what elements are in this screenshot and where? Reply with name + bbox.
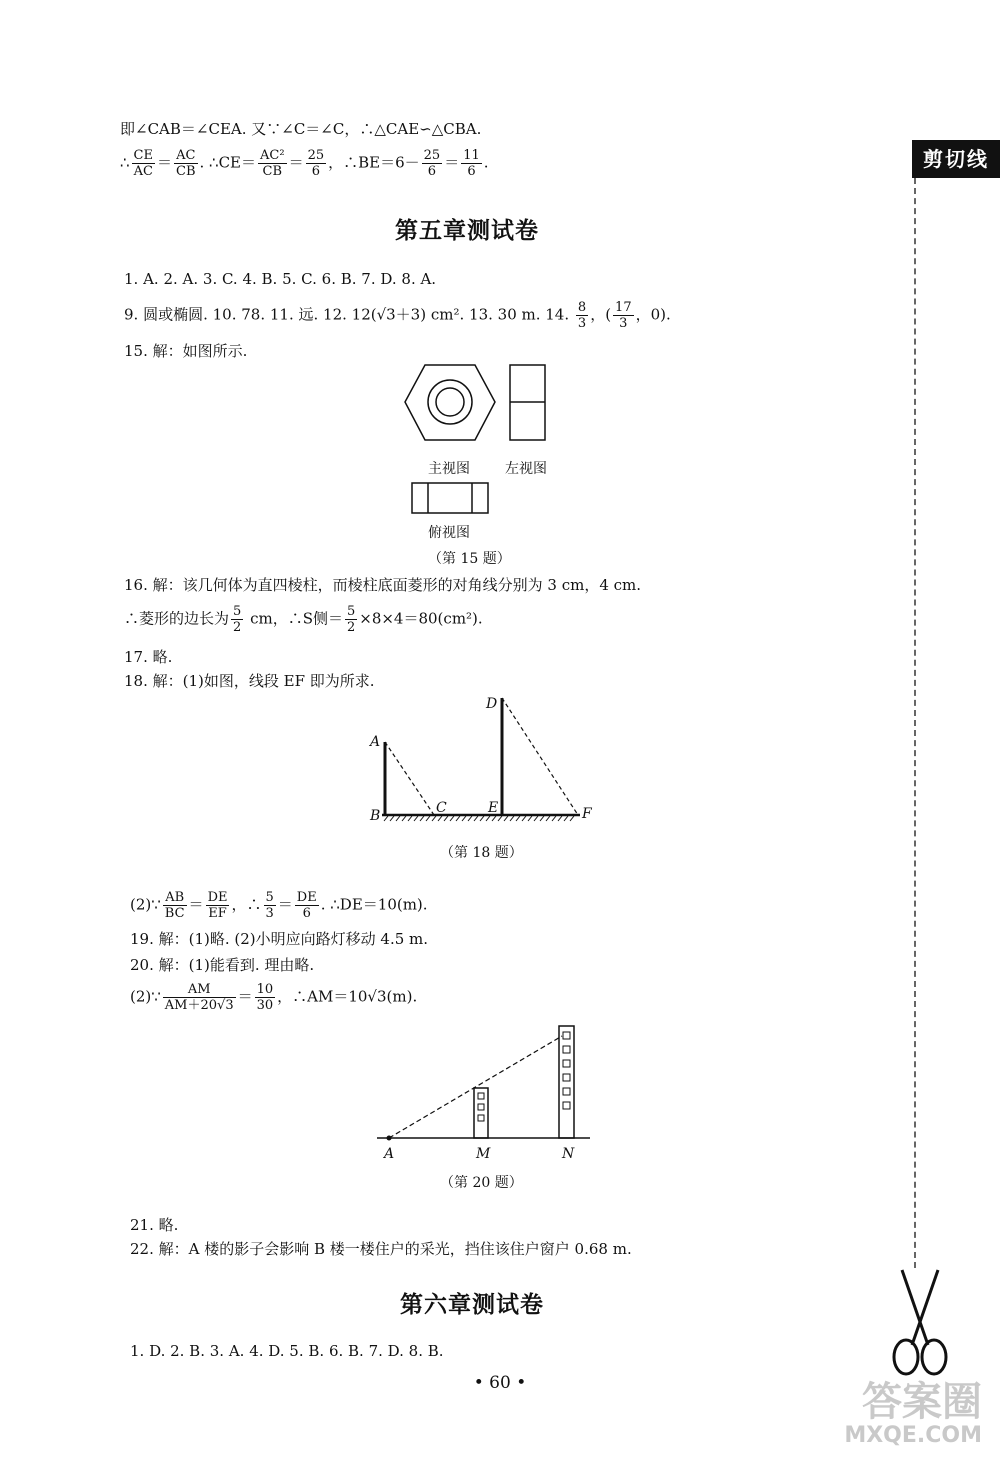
intro-line-2: ∴ $\frac{CE}{AC}$ ＝ $\frac{AC}{CB}$ . ∴CE＝ $\frac{\text{AC²}}{CB}$ ＝ $\frac{25}{6}$ ，∴BE＝6－ $\frac{25}{6}$ ＝ $\frac{11}{6}$ . bbox=[120, 148, 489, 179]
fraction: $\frac{\text{AC²}}{CB}$ bbox=[260, 148, 285, 179]
chapter5-title: 第五章测试卷 bbox=[395, 218, 539, 244]
cut-line bbox=[914, 178, 916, 1268]
fraction: $\frac{25}{6}$ bbox=[423, 148, 441, 179]
watermark-main: 答案圈 bbox=[862, 1379, 982, 1425]
point-e-label: E bbox=[488, 800, 499, 816]
left-view-label: 左视图 bbox=[505, 461, 547, 477]
fraction: $\frac{AM}{AM+20√3}$ bbox=[164, 982, 234, 1013]
figure-20-caption: （第 20 题） bbox=[440, 1175, 523, 1191]
figure-15-caption: （第 15 题） bbox=[428, 551, 511, 567]
q17-text: 17. 略. bbox=[124, 648, 173, 666]
fraction: $\frac{8}{3}$ bbox=[577, 300, 587, 331]
fraction: $\frac{25}{6}$ bbox=[307, 148, 325, 179]
point-c-label: C bbox=[436, 800, 447, 816]
cut-line-tab: 剪切线 bbox=[912, 140, 1000, 178]
chapter6-title: 第六章测试卷 bbox=[400, 1292, 544, 1318]
ch5-answers-9-14: 9. 圆或椭圆. 10. 78. 11. 远. 12. 12(√3＋3) cm². 13. 30 m. 14. $\frac{8}{3}$ ，( $\frac{17}{3}$ ，0). bbox=[124, 300, 671, 331]
fraction: $\frac{CE}{AC}$ bbox=[133, 148, 153, 179]
fraction: $\frac{11}{6}$ bbox=[463, 148, 480, 179]
point-n-label: N bbox=[562, 1146, 575, 1162]
q20-text: 20. 解：(1)能看到. 理由略. bbox=[130, 956, 315, 974]
fraction: $\frac{10}{30}$ bbox=[256, 982, 274, 1013]
q16-line-2: ∴菱形的边长为 $\frac{5}{2}$ cm，∴S侧＝ $\frac{5}{2}$ ×8×4＝80(cm²). bbox=[124, 604, 483, 635]
q20-part2: (2)∵ $\frac{AM}{AM+20√3}$ ＝ $\frac{10}{30}$ ，∴AM＝10√3(m). bbox=[130, 982, 418, 1013]
fraction: $\frac{DE}{EF}$ bbox=[207, 890, 228, 921]
q16-line-1: 16. 解：该几何体为直四棱柱，而棱柱底面菱形的对角线分别为 3 cm，4 cm. bbox=[124, 576, 642, 594]
fraction: $\frac{5}{2}$ bbox=[233, 604, 242, 635]
top-view-label: 俯视图 bbox=[428, 525, 470, 541]
fraction: $\frac{17}{3}$ bbox=[615, 300, 632, 331]
watermark-sub: MXQE.COM bbox=[844, 1423, 982, 1448]
fraction: $\frac{5}{3}$ bbox=[265, 890, 274, 921]
figure-15-views bbox=[395, 360, 565, 520]
point-f-label: F bbox=[582, 806, 592, 822]
q21-text: 21. 略. bbox=[130, 1216, 179, 1234]
scissors-icon bbox=[880, 1265, 960, 1380]
ch5-answers-1-8: 1. A. 2. A. 3. C. 4. B. 5. C. 6. B. 7. D. 8. A. bbox=[124, 270, 437, 288]
point-b-label: B bbox=[370, 808, 381, 824]
point-d-label: D bbox=[486, 696, 498, 712]
q18-text: 18. 解：(1)如图，线段 EF 即为所求. bbox=[124, 672, 375, 690]
q18-part2: (2)∵ $\frac{AB}{BC}$ ＝ $\frac{DE}{EF}$ ，∴ $\frac{5}{3}$ ＝ $\frac{DE}{6}$ . ∴DE＝10(m). bbox=[130, 890, 428, 921]
page-number: • 60 • bbox=[473, 1373, 527, 1393]
fraction: $\frac{AC}{CB}$ bbox=[176, 148, 196, 179]
front-view-label: 主视图 bbox=[428, 461, 470, 477]
figure-18-shadows bbox=[362, 690, 602, 830]
fraction: $\frac{DE}{6}$ bbox=[296, 890, 317, 921]
ch6-answers-1-8: 1. D. 2. B. 3. A. 4. D. 5. B. 6. B. 7. D. 8. B. bbox=[130, 1342, 444, 1360]
intro-line-1: 即∠CAB＝∠CEA. 又∵∠C＝∠C，∴△CAE∽△CBA. bbox=[120, 120, 482, 138]
point-a-label: A bbox=[370, 734, 381, 750]
point-a-label: A bbox=[384, 1146, 395, 1162]
figure-18-caption: （第 18 题） bbox=[440, 845, 523, 861]
q19-text: 19. 解：(1)略. (2)小明应向路灯移动 4.5 m. bbox=[130, 930, 429, 948]
point-m-label: M bbox=[476, 1146, 491, 1162]
fraction: $\frac{AB}{BC}$ bbox=[164, 890, 185, 921]
figure-20-buildings bbox=[372, 1020, 597, 1165]
watermark bbox=[844, 1380, 982, 1448]
fraction: $\frac{5}{2}$ bbox=[346, 604, 356, 635]
q22-text: 22. 解：A 楼的影子会影响 B 楼一楼住户的采光，挡住该住户窗户 0.68 m. bbox=[130, 1240, 632, 1258]
q15-text: 15. 解：如图所示. bbox=[124, 342, 248, 360]
